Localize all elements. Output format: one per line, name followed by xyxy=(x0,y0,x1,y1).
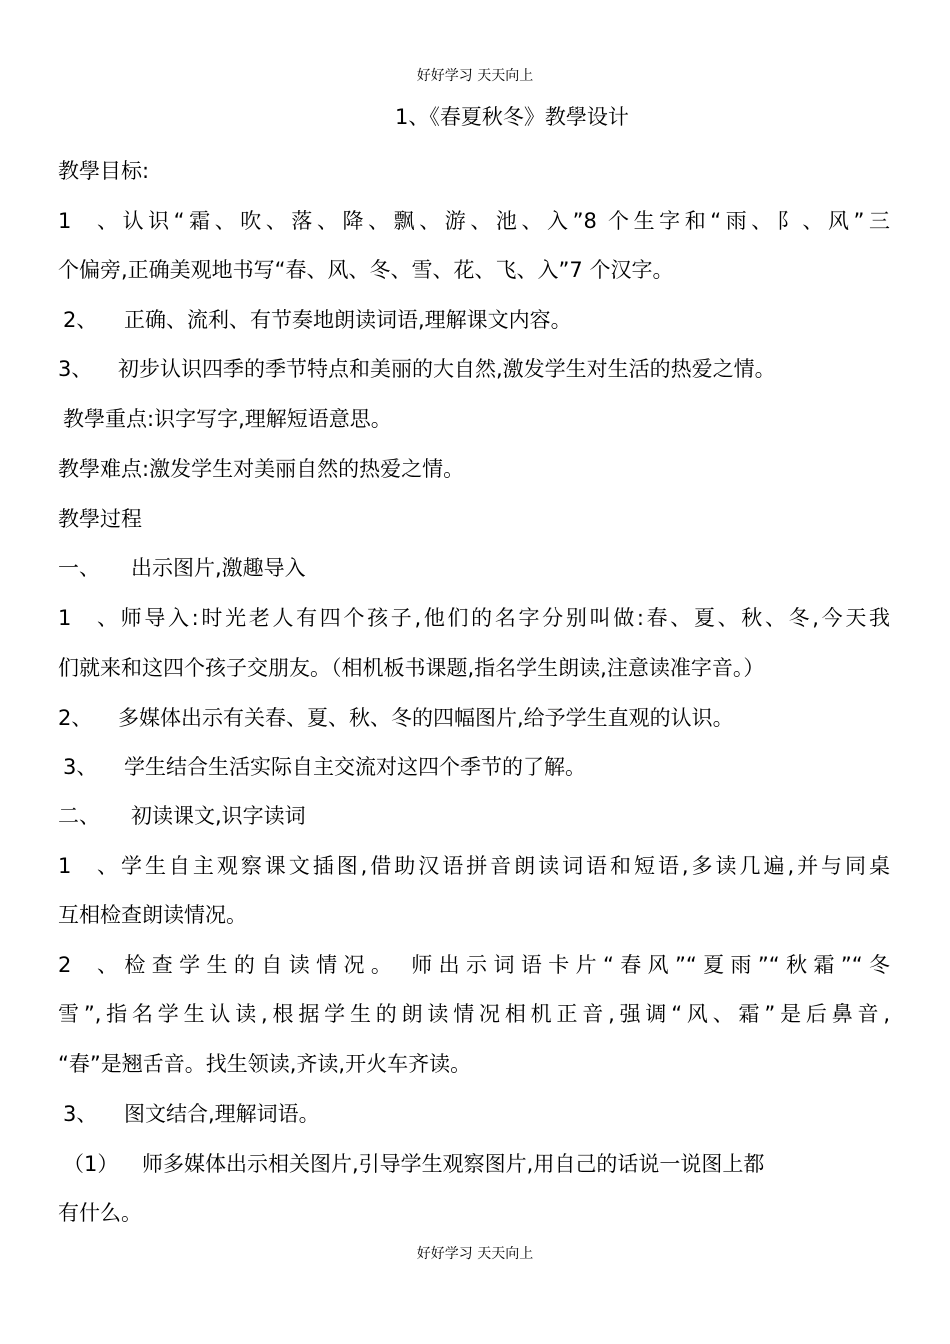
list-number: 2、 xyxy=(63,308,98,332)
step-2-item-1-continued xyxy=(58,901,247,929)
teaching-key-points xyxy=(63,405,392,433)
line-text: 师多媒体出示相关图片,引导学生观察图片,用自己的话说一说图上都 xyxy=(142,1152,765,1176)
line-text: 初步认识四季的季节特点和美丽的大自然,激发学生对生活的热爱之情。 xyxy=(118,357,776,381)
line-text: 检查学生的自读情况。 师出示词语卡片“春风”“夏雨”“秋霜”“冬 xyxy=(118,953,890,977)
line-text: 们就来和这四个孩子交朋友。（相机板书课题,指名学生朗读,注意读准字音。） xyxy=(58,656,765,680)
objective-item-1-continued xyxy=(58,256,673,284)
line-text: 认识“霜、吹、落、降、飘、游、池、入”8 个生字和“雨、阝、风”三 xyxy=(118,209,890,233)
section-heading-objectives xyxy=(58,157,149,185)
line-text: 学生自主观察课文插图,借助汉语拼音朗读词语和短语,多读几遍,并与同桌 xyxy=(118,854,890,878)
list-number: 2、 xyxy=(58,706,93,730)
line-text: 学生结合生活实际自主交流对这四个季节的了解。 xyxy=(124,755,586,779)
step-1-item-3 xyxy=(63,753,586,781)
section-heading-process xyxy=(58,505,142,533)
line-text: “春”是翘舌音。找生领读,齐读,开火车齐读。 xyxy=(58,1052,472,1076)
objective-item-2 xyxy=(63,306,572,334)
step-2-item-2-continued-2 xyxy=(58,1050,471,1078)
objective-item-1 xyxy=(58,207,890,235)
page-header: 好好学习 天天向上 xyxy=(416,68,534,84)
step-2-item-2-continued xyxy=(58,1000,890,1028)
line-text: 教學难点:激发学生对美丽自然的热爱之情。 xyxy=(58,457,465,481)
line-text: 图文结合,理解词语。 xyxy=(124,1102,320,1126)
step-2-item-3 xyxy=(63,1100,320,1128)
list-number: 2、 xyxy=(58,953,118,977)
line-text: 初读课文,识字读词 xyxy=(131,804,306,828)
step-2-item-3-sub-1 xyxy=(63,1150,764,1178)
step-heading-1 xyxy=(58,554,306,582)
step-2-item-3-sub-1-continued xyxy=(58,1199,142,1227)
step-2-item-2 xyxy=(58,951,890,979)
list-number: 1、 xyxy=(58,606,118,630)
step-1-item-1-continued xyxy=(58,654,764,682)
line-text: 互相检查朗读情况。 xyxy=(58,903,247,927)
page-title: 1、《春夏秋冬》教學设计 xyxy=(395,105,629,129)
line-text: 多媒体出示有关春、夏、秋、冬的四幅图片,给予学生直观的认识。 xyxy=(118,706,734,730)
line-text: 正确、流利、有节奏地朗读词语,理解课文内容。 xyxy=(124,308,572,332)
step-1-item-1 xyxy=(58,604,890,632)
list-number: 3、 xyxy=(63,755,98,779)
line-text: 教學目标: xyxy=(58,159,150,183)
line-text: 出示图片,激趣导入 xyxy=(131,556,306,580)
step-heading-2 xyxy=(58,802,306,830)
line-text: 个偏旁,正确美观地书写“春、风、冬、雪、花、飞、入”7 个汉字。 xyxy=(58,258,674,282)
list-number: 1、 xyxy=(58,854,118,878)
list-number: （1） xyxy=(63,1152,119,1176)
line-text: 有什么。 xyxy=(58,1201,142,1225)
teaching-difficulties xyxy=(58,455,464,483)
list-number: 3、 xyxy=(58,357,93,381)
page-footer: 好好学习 天天向上 xyxy=(416,1246,534,1262)
list-number: 一、 xyxy=(58,556,100,580)
line-text: 教學重点:识字写字,理解短语意思。 xyxy=(63,407,392,431)
line-text: 教學过程 xyxy=(58,507,142,531)
line-text: 师导入:时光老人有四个孩子,他们的名字分别叫做:春、夏、秋、冬,今天我 xyxy=(118,606,890,630)
step-1-item-2 xyxy=(58,704,734,732)
list-number: 二、 xyxy=(58,804,100,828)
step-2-item-1 xyxy=(58,852,890,880)
list-number: 1、 xyxy=(58,209,118,233)
line-text: 雪”,指名学生认读,根据学生的朗读情况相机正音,强调“风、霜”是后鼻音, xyxy=(58,1002,890,1026)
list-number: 3、 xyxy=(63,1102,98,1126)
objective-item-3 xyxy=(58,355,776,383)
